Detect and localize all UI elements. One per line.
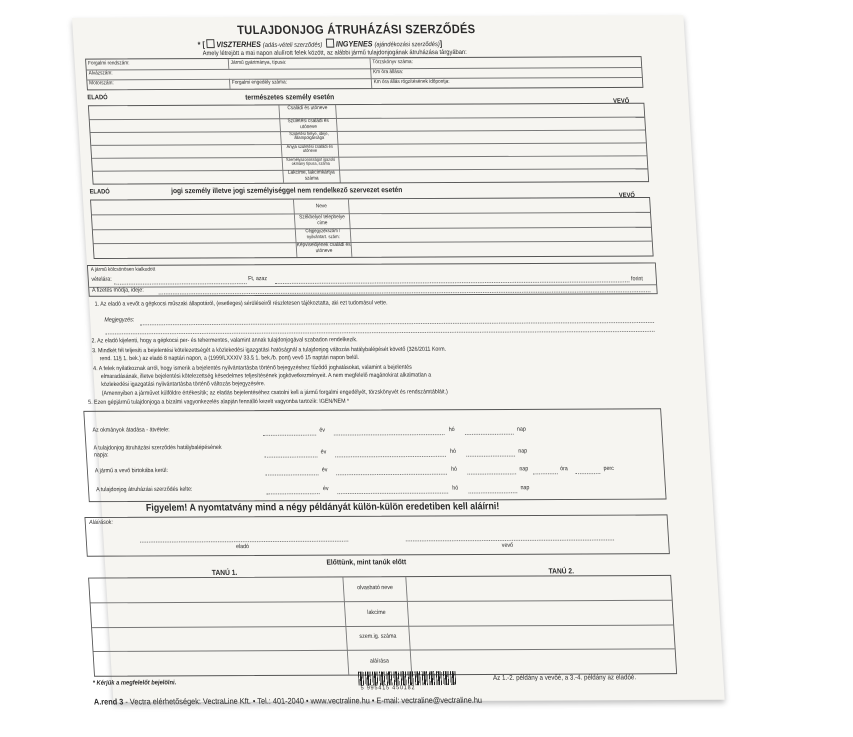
ev-label-2: év — [320, 449, 327, 456]
ft-label: Ft, azaz — [248, 276, 268, 283]
chassis-field[interactable]: Alvázszám: — [88, 70, 113, 77]
buyer-signature-line[interactable] — [406, 539, 614, 541]
price-words-input[interactable] — [275, 281, 629, 284]
date-row-effective: A tulajdonjog átruházási szerződés hatálybalépésének napja: — [93, 444, 222, 459]
witness-label-name: olvasható neve — [356, 585, 394, 592]
engine-field[interactable]: Motorszám: — [89, 80, 114, 87]
perc-label: perc — [603, 466, 615, 473]
registry-field[interactable]: Törzskönyv száma: — [372, 59, 414, 66]
ho-label-4: hó — [452, 485, 459, 492]
ho-label-2: hó — [449, 448, 457, 455]
legal-heading: jogi személy illetve jogi személyiséggel nem rendelkező szervezet esetén — [170, 185, 403, 196]
legal-label-seat: Székhelye/ telephelye címe — [299, 214, 346, 226]
effective-day[interactable] — [466, 456, 515, 457]
ingyenes-checkbox[interactable] — [326, 39, 335, 48]
nap-label-2: nap — [518, 448, 528, 455]
clause-3b: rend. 11§ 1. bek.) az eladó 8 naptári napon, a (1999/LXXXIV 33.§ 1. bek./b. pont) vevő 15 naptári napon belül. — [99, 355, 360, 363]
clause-2: 2. Az eladó kijelenti, hogy a gépkocsi per- és tehermentes, valamint annak tulajdonjogával szabadon rendelkezik. — [91, 337, 358, 345]
form-code: A.rend 3 — [93, 696, 124, 707]
clause-1: 1. Az eladó a vevőt a gépkocsi műszaki állapotáról, (esetleges) sérüléseiről részletesen tájékoztatta, aki ezt tudomásul vette. — [94, 300, 388, 308]
natural-heading: természetes személy esetén — [244, 92, 335, 102]
date-row-signed: A tulajdonjog átruházási szerződés kelte: — [95, 486, 193, 494]
witness-heading: Előttünk, mint tanúk előtt — [326, 557, 407, 567]
nat-label-birthname: Születési családi és utóneve — [287, 118, 330, 130]
seller-signature-line[interactable] — [140, 541, 348, 543]
signatures-box — [84, 514, 669, 556]
clause-5 — [88, 399, 349, 406]
legal-buyer-label: VEVŐ — [618, 192, 636, 200]
make-field[interactable]: Jármű gyártmánya, típusa: — [230, 59, 287, 66]
legal-label-rep: Képviselőjének családi és utóneve — [296, 241, 351, 254]
ev-label-3: év — [321, 467, 328, 474]
effective-year[interactable] — [264, 456, 317, 457]
signing-warning: Figyelem! A nyomtatvány mind a négy példányát külön-külön eredetiben kell aláírni! — [145, 501, 500, 514]
nat-label-birthplace: Születési helye, ideje, állampolgársága — [289, 130, 329, 141]
signatures-label: Aláírások: — [89, 519, 114, 526]
nat-label-name: Családi és utóneve — [287, 105, 328, 112]
price-box — [87, 262, 658, 296]
date-row-possession: A jármű a vevő birtokába kerül: — [94, 468, 169, 475]
forint-label: forint — [630, 276, 644, 283]
effective-month[interactable] — [335, 456, 446, 457]
witness-2-label: TANÚ 2. — [548, 566, 575, 576]
possession-month[interactable] — [336, 474, 447, 475]
nat-label-mother: Anyja születési családi és utóneve — [286, 143, 334, 154]
barcode-number: 5 995415 450182 — [360, 685, 416, 692]
clause-4d: (Amennyiben a járművet külföldre értékesítik; az eladás bejelentéséhez csatolni kell a jármű forgalmi engedélyét, törzskönyvét és rendszámtábláit.) — [101, 389, 449, 397]
viszterhes-checkbox[interactable] — [206, 39, 215, 48]
ho-label-3: hó — [450, 466, 458, 473]
ev-label-1: év — [319, 427, 326, 434]
ora-label: óra — [559, 466, 569, 473]
ev-label-4: év — [322, 486, 329, 493]
remark-label: Megjegyzés: — [104, 317, 135, 324]
signed-year[interactable] — [266, 493, 319, 494]
type-suffix: ] — [439, 39, 443, 49]
docs-year[interactable] — [263, 435, 316, 436]
legal-label-name: Neve — [315, 203, 328, 210]
form-sheet — [72, 15, 725, 707]
footer-note: * Kérjük a megfelelőt bejelölni. — [92, 679, 177, 687]
clause-4b: elmaradásának, illetve bejelentési kötelezettség késedelmes teljesítésének jogkövetkezményeit. A nem megfelelő magánokirat alkalmatlan a — [100, 372, 432, 381]
remark-input[interactable] — [140, 322, 654, 325]
possession-day[interactable] — [467, 473, 516, 474]
legal-entity-table — [90, 197, 654, 259]
odometer-field[interactable]: Km óra állása: — [372, 69, 404, 76]
witness-label-signature: aláírása — [369, 658, 390, 665]
buyer-sign-label: vevő — [501, 542, 514, 549]
possession-minute[interactable] — [575, 473, 600, 474]
payment-input[interactable] — [159, 291, 651, 294]
intro-text: Amely létrejött a mai napon alulírott felek között, az alábbi jármű tulajdonjogának átruházása tárgyában: — [202, 48, 467, 58]
possession-year[interactable] — [265, 474, 318, 475]
copies-note: Az 1.-2. példány a vevőé, a 3.-4. példány az eladóé. — [492, 674, 637, 682]
nap-label-3: nap — [519, 466, 529, 473]
clause-5-value[interactable]: IGEN/NEM * — [319, 398, 350, 405]
ingyenes-label: INGYENES — [335, 39, 373, 49]
form-title: TULAJDONJOG ÁTRUHÁZÁSI SZERZŐDÉS — [236, 22, 476, 38]
nap-label-1: nap — [516, 426, 527, 433]
footer-contact — [94, 695, 483, 707]
clause-3a: 3. Mindkét fél teljesíti a bejelentési kötelezettségét a közlekedési igazgatási hatóságnál a tulajdonjog változás hatálybalépését követő (326/2011 Korm. — [91, 346, 447, 355]
witness-table — [88, 575, 677, 677]
date-row-docs: Az okmányok átadása - átvétele: — [92, 427, 170, 434]
ho-label-1: hó — [448, 427, 455, 434]
nat-label-id: Személyazonosságot igazoló okmány típusa, száma — [285, 156, 336, 166]
witness-label-address: lakcíme — [367, 609, 386, 616]
odometer-date-field[interactable]: Km óra állás rögzítésének időpontja: — [373, 78, 450, 86]
type-prefix: * [ — [197, 40, 206, 50]
ingyenes-note: (ajándékozási szerződés) — [374, 41, 441, 49]
natural-buyer-label: VEVŐ — [613, 97, 630, 105]
permit-field[interactable]: Forgalmi engedély száma: — [231, 79, 288, 86]
legal-label-regno: Cégjegyzékszám / nyilvántart. szám: — [305, 229, 341, 240]
witness-1-label: TANÚ 1. — [211, 567, 238, 578]
natural-seller-label: ELADÓ — [87, 94, 108, 102]
witness-label-id: szem.ig. száma — [359, 633, 397, 640]
viszterhes-note: (adás-vételi szerződés) — [262, 41, 323, 49]
price-agreed-label: A jármű kölcsönösen kialkudott — [90, 266, 156, 273]
docs-day[interactable] — [465, 434, 514, 435]
barcode — [358, 671, 456, 685]
signed-month[interactable] — [337, 493, 448, 494]
possession-hour[interactable] — [533, 473, 558, 474]
vehicle-data-table — [85, 56, 643, 90]
natural-person-table — [88, 103, 649, 185]
contract-type-line — [197, 38, 442, 49]
price-input[interactable] — [114, 283, 247, 285]
nap-label-4: nap — [520, 485, 530, 492]
nat-label-address: Lakcíme, lakcímkártya száma — [287, 169, 335, 182]
payment-label: A fizetés módja, ideje: — [91, 287, 144, 294]
docs-month[interactable] — [334, 434, 445, 435]
dates-box — [83, 408, 666, 502]
remark-input-2[interactable] — [105, 331, 654, 334]
clause-4c: közlekedési igazgatási nyilvántartásba történő változás bejegyzésére. — [101, 381, 266, 388]
clause-5-text: 5. Ezen gépjármű tulajdonjoga a bizalmi vagyonkezelés alapján fennálló kezelt vagyonba tartozik: — [88, 398, 318, 406]
seller-sign-label: eladó — [235, 544, 250, 551]
price-label: vételára: — [91, 276, 112, 283]
contact-text: - Vectra elérhetőségek: VectraLine Kft. • Tel.: 401-2040 • www.vectraline.hu • E-mail: vectraline@vectraline.hu — [125, 694, 483, 707]
clause-4a: 4. A felek nyilatkoznak arról, hogy ismerik a bejelentés nyilvántartásba történő bejegyzéshez fűződő joghatásokat, valamint a bejelentés — [93, 364, 412, 373]
viszterhes-label: VISZTERHES — [216, 39, 262, 50]
signed-day[interactable] — [468, 492, 517, 493]
plate-field[interactable]: Forgalmi rendszám: — [87, 60, 130, 67]
legal-seller-label: ELADÓ — [89, 188, 110, 196]
